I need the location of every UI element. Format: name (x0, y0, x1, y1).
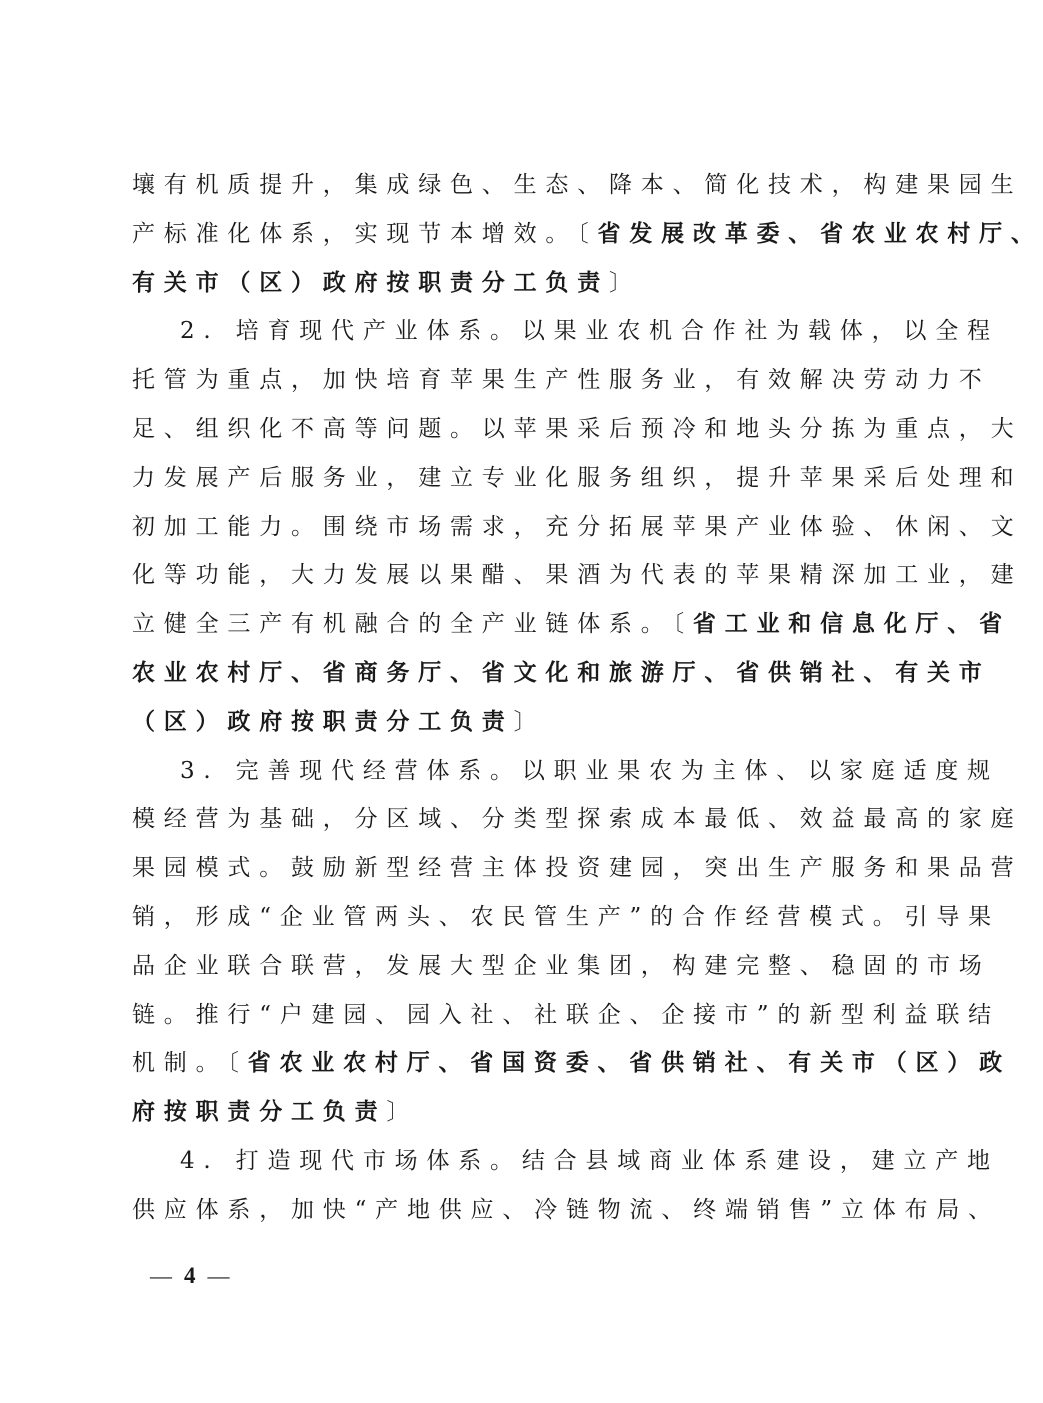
text-line (132, 503, 1023, 551)
body-text: 品企业联合联营，发展大型企业集团，构建完整、稳固的市场 (132, 952, 991, 979)
footer-dash-right: — (207, 1263, 230, 1288)
text-line (132, 259, 860, 307)
text-line (132, 1088, 860, 1136)
body-text: 2. 培育现代产业体系。以果业农机合作社为载体，以全程 (180, 318, 999, 345)
page-footer (150, 1256, 230, 1296)
responsible-units-text: （区）政府按职责分工负责 (132, 707, 514, 735)
body-text: 3. 完善现代经营体系。以职业果农为主体、以家庭适度规 (180, 757, 999, 784)
text-line (132, 649, 991, 697)
text-line (132, 210, 1043, 258)
footer-dash-left: — (150, 1263, 172, 1288)
body-text: 足、组织化不高等问题。以苹果采后预冷和地头分拣为重点，大 (132, 416, 1023, 442)
body-text: 链。推行“户建园、园入社、社联企、企接市”的新型利益联结 (132, 1001, 1000, 1028)
body-text: 销，形成“企业管两头、农民管生产”的合作经营模式。引导果 (132, 904, 1000, 930)
body-text: 产标准化体系，实现节本增效。〔 (132, 220, 598, 247)
body-text: 〕 (609, 269, 641, 296)
text-line (132, 795, 1023, 843)
text-line (132, 405, 1023, 453)
text-line (132, 942, 991, 990)
responsible-units-text: 农业农村厅、省商务厅、省文化和旅游厅、省供销社、有关市 (132, 659, 991, 686)
responsible-units-text: 省工业和信息化厅、省 (692, 610, 1011, 638)
body-text: 化等功能，大力发展以果醋、果酒为代表的苹果精深加工业，建 (132, 562, 1023, 589)
text-line (180, 747, 999, 795)
text-line (132, 356, 991, 404)
text-line (132, 600, 1011, 648)
responsible-units-text: 省农业农村厅、省国资委、省供销社、有关市（区）政 (247, 1049, 1011, 1077)
body-text: 4. 打造现代市场体系。结合县域商业体系建设，建立产地 (180, 1148, 999, 1174)
body-text: 立健全三产有机融合的全产业链体系。〔 (132, 611, 693, 638)
body-text: 托管为重点，加快培育苹果生产性服务业，有效解决劳动力不 (132, 367, 991, 394)
text-line (132, 551, 1023, 599)
body-text: 果园模式。鼓励新型经营主体投资建园，突出生产服务和果品营 (132, 855, 1023, 882)
text-line (180, 1137, 999, 1185)
responsible-units-text: 府按职责分工负责 (132, 1098, 387, 1126)
responsible-units-text: 省发展改革委、省农业农村厅、 (597, 219, 1043, 247)
body-text: 〕 (513, 708, 546, 735)
body-text: 初加工能力。围绕市场需求，充分拓展苹果产业体验、休闲、文 (132, 513, 1023, 540)
body-text: 壤有机质提升，集成绿色、生态、降本、简化技术，构建果园生 (132, 172, 1023, 198)
page-number: 4 (184, 1263, 196, 1288)
text-line (132, 893, 1000, 941)
body-text: 供应体系，加快“产地供应、冷链物流、终端销售”立体布局、 (132, 1196, 1000, 1223)
body-text: 机制。〔 (132, 1050, 248, 1077)
text-line (132, 991, 1000, 1039)
text-line (132, 161, 1023, 209)
text-line (132, 1039, 1011, 1087)
responsible-units-text: 有关市（区）政府按职责分工负责 (132, 268, 609, 296)
body-text: 模经营为基础，分区域、分类型探索成本最低、效益最高的家庭 (132, 806, 1023, 833)
body-text: 〕 (386, 1099, 419, 1126)
body-text: 力发展产后服务业，建立专业化服务组织，提升苹果采后处理和 (132, 464, 1023, 491)
text-line (132, 698, 860, 746)
text-line (180, 307, 999, 355)
text-line (132, 1186, 1000, 1234)
text-line (132, 454, 1023, 502)
text-line (132, 844, 1023, 892)
